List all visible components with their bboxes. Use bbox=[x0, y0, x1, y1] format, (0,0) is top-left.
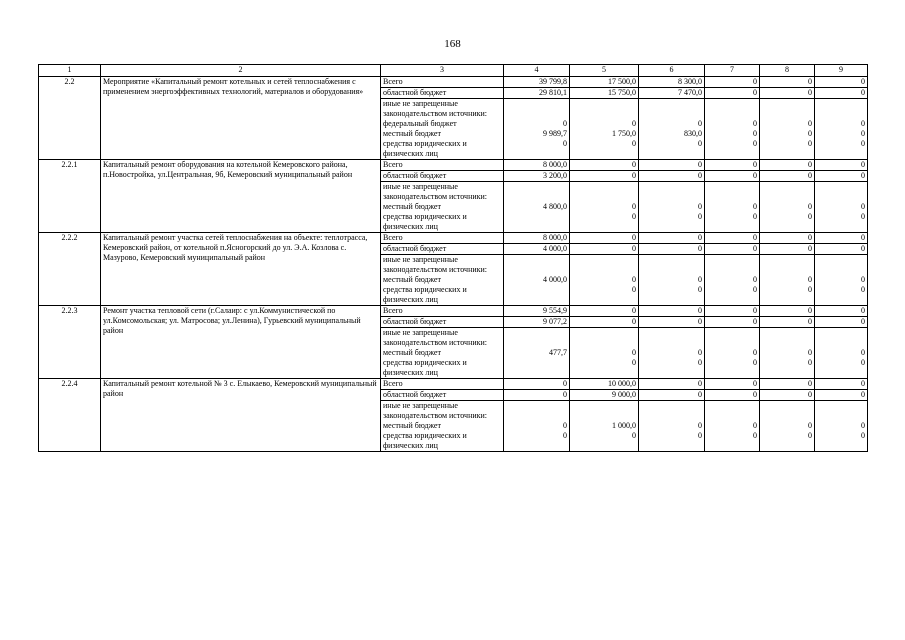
header-cell: 2 bbox=[101, 65, 381, 77]
amount-cell: 0 bbox=[570, 244, 639, 255]
amount-cell: 0 bbox=[760, 129, 815, 139]
amount-cell: 0 bbox=[815, 88, 868, 99]
funding-source-label: федеральный бюджет bbox=[381, 119, 504, 129]
amount-cell bbox=[639, 328, 705, 349]
item-code: 2.2.3 bbox=[39, 306, 101, 379]
amount-cell: 0 bbox=[815, 139, 868, 160]
amount-cell: 0 bbox=[760, 160, 815, 171]
amount-cell: 0 bbox=[815, 358, 868, 379]
funding-source-label: областной бюджет bbox=[381, 390, 504, 401]
page-number: 168 bbox=[444, 38, 461, 50]
amount-cell: 0 bbox=[760, 379, 815, 390]
amount-cell: 0 bbox=[639, 358, 705, 379]
amount-cell: 3 200,0 bbox=[504, 171, 570, 182]
amount-cell: 0 bbox=[504, 139, 570, 160]
funding-source-label: областной бюджет bbox=[381, 317, 504, 328]
amount-cell: 17 500,0 bbox=[570, 77, 639, 88]
funding-source-label: средства юридических и физических лиц bbox=[381, 285, 504, 306]
amount-cell bbox=[815, 328, 868, 349]
funding-source-label: средства юридических и физических лиц bbox=[381, 139, 504, 160]
amount-cell: 0 bbox=[570, 317, 639, 328]
table-row bbox=[39, 160, 868, 171]
funding-source-label: Всего bbox=[381, 160, 504, 171]
amount-cell: 0 bbox=[639, 306, 705, 317]
table-row bbox=[39, 77, 868, 88]
amount-cell: 0 bbox=[705, 306, 760, 317]
amount-cell: 15 750,0 bbox=[570, 88, 639, 99]
amount-cell: 39 799,8 bbox=[504, 77, 570, 88]
amount-cell: 0 bbox=[570, 139, 639, 160]
item-code: 2.2.2 bbox=[39, 233, 101, 306]
amount-cell: 0 bbox=[760, 171, 815, 182]
amount-cell: 0 bbox=[760, 212, 815, 233]
header-cell: 5 bbox=[570, 65, 639, 77]
amount-cell: 9 989,7 bbox=[504, 129, 570, 139]
header-cell: 3 bbox=[381, 65, 504, 77]
funding-source-label: иные не запрещенные законодательством источники: bbox=[381, 328, 504, 349]
amount-cell bbox=[760, 401, 815, 422]
amount-cell: 0 bbox=[639, 390, 705, 401]
amount-cell: 0 bbox=[705, 275, 760, 285]
funding-source-label: средства юридических и физических лиц bbox=[381, 358, 504, 379]
funding-source-label: местный бюджет bbox=[381, 348, 504, 358]
amount-cell bbox=[705, 255, 760, 276]
amount-cell: 0 bbox=[705, 233, 760, 244]
amount-cell bbox=[815, 255, 868, 276]
amount-cell: 0 bbox=[705, 431, 760, 452]
amount-cell bbox=[815, 401, 868, 422]
header-row bbox=[39, 65, 868, 77]
amount-cell: 0 bbox=[504, 431, 570, 452]
amount-cell: 8 300,0 bbox=[639, 77, 705, 88]
amount-cell: 0 bbox=[815, 233, 868, 244]
amount-cell bbox=[570, 99, 639, 120]
amount-cell bbox=[639, 401, 705, 422]
amount-cell: 9 000,0 bbox=[570, 390, 639, 401]
amount-cell: 0 bbox=[815, 421, 868, 431]
header-cell: 6 bbox=[639, 65, 705, 77]
amount-cell: 0 bbox=[639, 348, 705, 358]
amount-cell: 0 bbox=[570, 233, 639, 244]
amount-cell: 0 bbox=[760, 348, 815, 358]
amount-cell bbox=[815, 182, 868, 203]
amount-cell bbox=[760, 255, 815, 276]
amount-cell: 0 bbox=[639, 244, 705, 255]
amount-cell: 0 bbox=[815, 244, 868, 255]
amount-cell: 0 bbox=[705, 285, 760, 306]
funding-source-label: Всего bbox=[381, 306, 504, 317]
amount-cell: 0 bbox=[570, 285, 639, 306]
amount-cell bbox=[760, 182, 815, 203]
budget-table bbox=[38, 64, 868, 452]
amount-cell: 0 bbox=[705, 358, 760, 379]
funding-source-label: иные не запрещенные законодательством источники: bbox=[381, 182, 504, 203]
amount-cell bbox=[760, 99, 815, 120]
amount-cell: 8 000,0 bbox=[504, 233, 570, 244]
amount-cell: 4 000,0 bbox=[504, 244, 570, 255]
amount-cell: 0 bbox=[815, 119, 868, 129]
amount-cell: 10 000,0 bbox=[570, 379, 639, 390]
amount-cell: 0 bbox=[760, 431, 815, 452]
amount-cell: 0 bbox=[760, 202, 815, 212]
funding-source-label: Всего bbox=[381, 77, 504, 88]
funding-source-label: иные не запрещенные законодательством источники: bbox=[381, 99, 504, 120]
amount-cell: 0 bbox=[815, 306, 868, 317]
amount-cell: 0 bbox=[639, 139, 705, 160]
amount-cell: 4 000,0 bbox=[504, 275, 570, 285]
amount-cell: 0 bbox=[570, 160, 639, 171]
funding-source-label: средства юридических и физических лиц bbox=[381, 212, 504, 233]
amount-cell: 0 bbox=[639, 212, 705, 233]
funding-source-label: иные не запрещенные законодательством источники: bbox=[381, 255, 504, 276]
amount-cell: 0 bbox=[705, 379, 760, 390]
amount-cell bbox=[504, 285, 570, 306]
amount-cell: 0 bbox=[639, 275, 705, 285]
amount-cell: 0 bbox=[639, 379, 705, 390]
amount-cell bbox=[705, 99, 760, 120]
funding-source-label: иные не запрещенные законодательством источники: bbox=[381, 401, 504, 422]
amount-cell: 0 bbox=[504, 421, 570, 431]
amount-cell: 0 bbox=[570, 119, 639, 129]
amount-cell bbox=[504, 99, 570, 120]
amount-cell: 0 bbox=[705, 244, 760, 255]
amount-cell: 0 bbox=[504, 119, 570, 129]
funding-source-label: Всего bbox=[381, 233, 504, 244]
amount-cell: 0 bbox=[705, 88, 760, 99]
amount-cell bbox=[504, 401, 570, 422]
amount-cell bbox=[504, 182, 570, 203]
amount-cell: 0 bbox=[815, 285, 868, 306]
amount-cell: 0 bbox=[815, 77, 868, 88]
amount-cell: 0 bbox=[504, 390, 570, 401]
amount-cell: 29 810,1 bbox=[504, 88, 570, 99]
amount-cell: 0 bbox=[705, 348, 760, 358]
funding-source-label: местный бюджет bbox=[381, 421, 504, 431]
amount-cell: 0 bbox=[504, 379, 570, 390]
amount-cell: 0 bbox=[815, 129, 868, 139]
amount-cell: 8 000,0 bbox=[504, 160, 570, 171]
amount-cell: 0 bbox=[815, 171, 868, 182]
amount-cell bbox=[705, 328, 760, 349]
amount-cell: 0 bbox=[815, 348, 868, 358]
amount-cell: 9 077,2 bbox=[504, 317, 570, 328]
amount-cell bbox=[815, 99, 868, 120]
amount-cell bbox=[504, 358, 570, 379]
amount-cell: 0 bbox=[760, 88, 815, 99]
funding-source-label: местный бюджет bbox=[381, 129, 504, 139]
amount-cell: 0 bbox=[760, 139, 815, 160]
amount-cell: 0 bbox=[760, 285, 815, 306]
amount-cell: 0 bbox=[815, 202, 868, 212]
amount-cell: 0 bbox=[570, 171, 639, 182]
item-title: Мероприятие «Капитальный ремонт котельных и сетей теплоснабжения с применением энергоэффективных технологий, материалов и оборудования» bbox=[101, 77, 381, 160]
amount-cell: 0 bbox=[760, 77, 815, 88]
amount-cell: 4 800,0 bbox=[504, 202, 570, 212]
amount-cell: 0 bbox=[705, 212, 760, 233]
amount-cell: 0 bbox=[570, 431, 639, 452]
funding-source-label: местный бюджет bbox=[381, 275, 504, 285]
header-cell: 8 bbox=[760, 65, 815, 77]
header-cell: 1 bbox=[39, 65, 101, 77]
amount-cell bbox=[570, 328, 639, 349]
funding-source-label: областной бюджет bbox=[381, 171, 504, 182]
amount-cell: 0 bbox=[760, 358, 815, 379]
amount-cell: 0 bbox=[760, 275, 815, 285]
amount-cell: 0 bbox=[570, 202, 639, 212]
funding-source-label: средства юридических и физических лиц bbox=[381, 431, 504, 452]
amount-cell: 0 bbox=[570, 306, 639, 317]
amount-cell: 0 bbox=[760, 244, 815, 255]
funding-source-label: Всего bbox=[381, 379, 504, 390]
amount-cell: 0 bbox=[705, 77, 760, 88]
amount-cell bbox=[760, 328, 815, 349]
amount-cell: 0 bbox=[639, 171, 705, 182]
table-row bbox=[39, 306, 868, 317]
amount-cell: 0 bbox=[705, 390, 760, 401]
item-code: 2.2.1 bbox=[39, 160, 101, 233]
funding-source-label: областной бюджет bbox=[381, 88, 504, 99]
amount-cell bbox=[705, 182, 760, 203]
amount-cell: 1 000,0 bbox=[570, 421, 639, 431]
amount-cell: 0 bbox=[705, 171, 760, 182]
amount-cell: 477,7 bbox=[504, 348, 570, 358]
amount-cell: 0 bbox=[815, 212, 868, 233]
amount-cell: 0 bbox=[639, 233, 705, 244]
amount-cell bbox=[504, 328, 570, 349]
amount-cell: 0 bbox=[639, 431, 705, 452]
amount-cell: 0 bbox=[815, 431, 868, 452]
item-title: Ремонт участка тепловой сети (г.Салаир: с ул.Коммунистической по ул.Комсомольская; ул. Матросова; ул.Ленина), Гурьевский муниципальный район bbox=[101, 306, 381, 379]
amount-cell bbox=[504, 255, 570, 276]
funding-source-label: местный бюджет bbox=[381, 202, 504, 212]
amount-cell: 0 bbox=[760, 306, 815, 317]
amount-cell bbox=[504, 212, 570, 233]
amount-cell bbox=[570, 255, 639, 276]
amount-cell: 0 bbox=[705, 129, 760, 139]
header-cell: 9 bbox=[815, 65, 868, 77]
amount-cell: 0 bbox=[705, 421, 760, 431]
amount-cell bbox=[705, 401, 760, 422]
amount-cell: 0 bbox=[760, 233, 815, 244]
amount-cell bbox=[570, 182, 639, 203]
amount-cell: 0 bbox=[815, 160, 868, 171]
amount-cell: 0 bbox=[705, 317, 760, 328]
amount-cell: 0 bbox=[639, 285, 705, 306]
amount-cell: 0 bbox=[815, 275, 868, 285]
amount-cell: 0 bbox=[815, 390, 868, 401]
amount-cell: 830,0 bbox=[639, 129, 705, 139]
amount-cell: 0 bbox=[570, 212, 639, 233]
amount-cell: 0 bbox=[705, 139, 760, 160]
item-title: Капитальный ремонт котельной № 3 с. Елыкаево, Кемеровский муниципальный район bbox=[101, 379, 381, 452]
amount-cell: 0 bbox=[570, 275, 639, 285]
amount-cell bbox=[570, 401, 639, 422]
amount-cell bbox=[639, 99, 705, 120]
amount-cell: 0 bbox=[760, 317, 815, 328]
amount-cell: 0 bbox=[570, 358, 639, 379]
amount-cell: 0 bbox=[760, 390, 815, 401]
table-row bbox=[39, 379, 868, 390]
funding-source-label: областной бюджет bbox=[381, 244, 504, 255]
header-cell: 4 bbox=[504, 65, 570, 77]
amount-cell: 0 bbox=[705, 160, 760, 171]
amount-cell: 0 bbox=[570, 348, 639, 358]
amount-cell bbox=[639, 255, 705, 276]
amount-cell: 0 bbox=[639, 317, 705, 328]
amount-cell: 0 bbox=[815, 317, 868, 328]
amount-cell: 0 bbox=[639, 160, 705, 171]
amount-cell: 0 bbox=[815, 379, 868, 390]
amount-cell: 0 bbox=[705, 202, 760, 212]
item-code: 2.2 bbox=[39, 77, 101, 160]
amount-cell: 0 bbox=[705, 119, 760, 129]
amount-cell: 0 bbox=[639, 421, 705, 431]
amount-cell: 0 bbox=[760, 119, 815, 129]
header-cell: 7 bbox=[705, 65, 760, 77]
table-row bbox=[39, 233, 868, 244]
amount-cell: 1 750,0 bbox=[570, 129, 639, 139]
amount-cell: 0 bbox=[639, 202, 705, 212]
amount-cell: 0 bbox=[760, 421, 815, 431]
amount-cell: 9 554,9 bbox=[504, 306, 570, 317]
amount-cell: 0 bbox=[639, 119, 705, 129]
amount-cell bbox=[639, 182, 705, 203]
item-code: 2.2.4 bbox=[39, 379, 101, 452]
amount-cell: 7 470,0 bbox=[639, 88, 705, 99]
item-title: Капитальный ремонт участка сетей теплоснабжения на объекте: теплотрасса, Кемеровский район, от котельной п.Ясногорский до ул. Э.А. Козлова с. Мазурово, Кемеровский муниципальный район bbox=[101, 233, 381, 306]
item-title: Капитальный ремонт оборудования на котельной Кемеровского района, п.Новостройка, ул.Центральная, 9б, Кемеровский муниципальный район bbox=[101, 160, 381, 233]
